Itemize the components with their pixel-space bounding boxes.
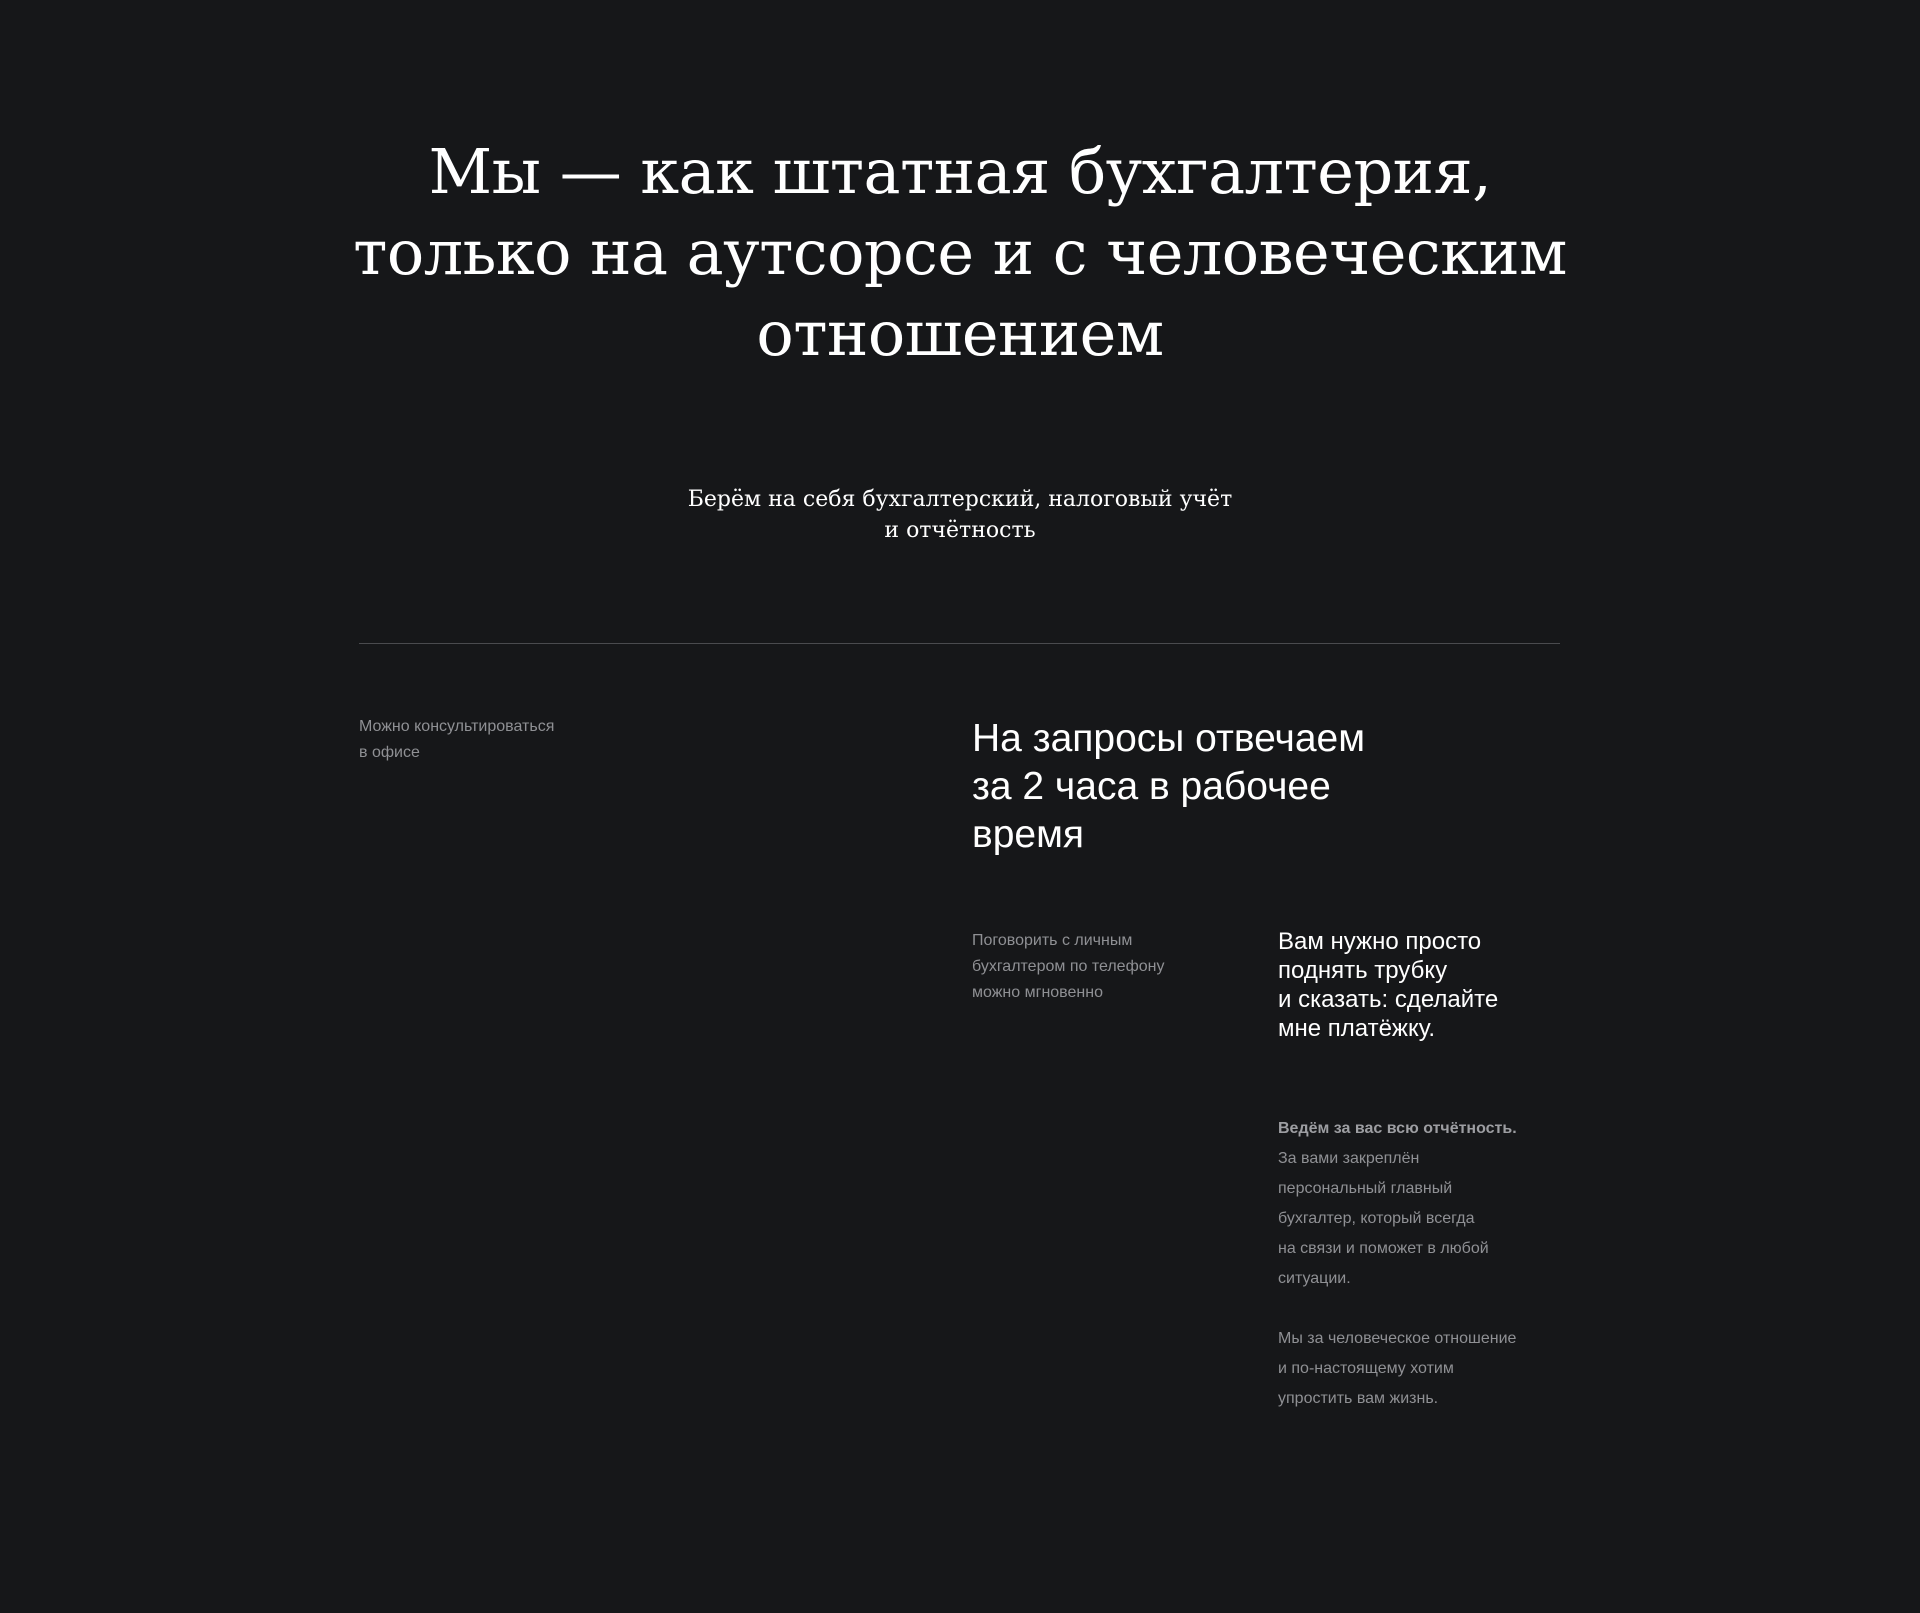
- section-divider: [359, 643, 1560, 644]
- reporting-lead: Ведём за вас всю отчётность.: [1278, 1120, 1517, 1137]
- hero-subtitle-line: Берём на себя бухгалтерский, налоговый учёт: [687, 487, 1233, 512]
- hero-subtitle: [560, 484, 1360, 546]
- response-heading-line: время: [972, 813, 1085, 856]
- reporting-line: За вами закреплён: [1278, 1150, 1420, 1167]
- response-heading-line: за 2 часа в рабочее: [972, 765, 1331, 808]
- hero-title: [340, 131, 1580, 374]
- office-consultation-note: [359, 714, 659, 766]
- call-quote: [1278, 927, 1578, 1043]
- response-time-heading: [972, 715, 1492, 859]
- human-line: Мы за человеческое отношение: [1278, 1330, 1517, 1347]
- reporting-line: ситуации.: [1278, 1270, 1351, 1287]
- human-attitude-paragraph: [1278, 1324, 1578, 1414]
- office-note-line: Можно консультироваться: [359, 718, 555, 735]
- call-quote-line: мне платёжку.: [1278, 1015, 1436, 1042]
- phone-note-line: бухгалтером по телефону: [972, 958, 1165, 975]
- call-quote-line: Вам нужно просто: [1278, 928, 1482, 955]
- phone-note-line: можно мгновенно: [972, 984, 1103, 1001]
- phone-call-note: [972, 928, 1232, 1006]
- hero-title-line: Мы — как штатная бухгалтерия,: [428, 135, 1492, 208]
- human-line: упростить вам жизнь.: [1278, 1390, 1439, 1407]
- human-line: и по-настоящему хотим: [1278, 1360, 1454, 1377]
- hero-title-line: только на аутсорсе и с человеческим: [353, 216, 1567, 289]
- reporting-line: персональный главный: [1278, 1180, 1453, 1197]
- response-heading-line: На запросы отвечаем: [972, 717, 1366, 760]
- call-quote-line: и сказать: сделайте: [1278, 986, 1499, 1013]
- phone-note-line: Поговорить с личным: [972, 932, 1133, 949]
- reporting-line: бухгалтер, который всегда: [1278, 1210, 1475, 1227]
- reporting-line: на связи и поможет в любой: [1278, 1240, 1489, 1257]
- office-note-line: в офисе: [359, 744, 420, 761]
- hero-title-line: отношением: [756, 297, 1164, 370]
- reporting-paragraph: [1278, 1114, 1578, 1294]
- call-quote-line: поднять трубку: [1278, 957, 1448, 984]
- hero-subtitle-line: и отчётность: [884, 518, 1036, 543]
